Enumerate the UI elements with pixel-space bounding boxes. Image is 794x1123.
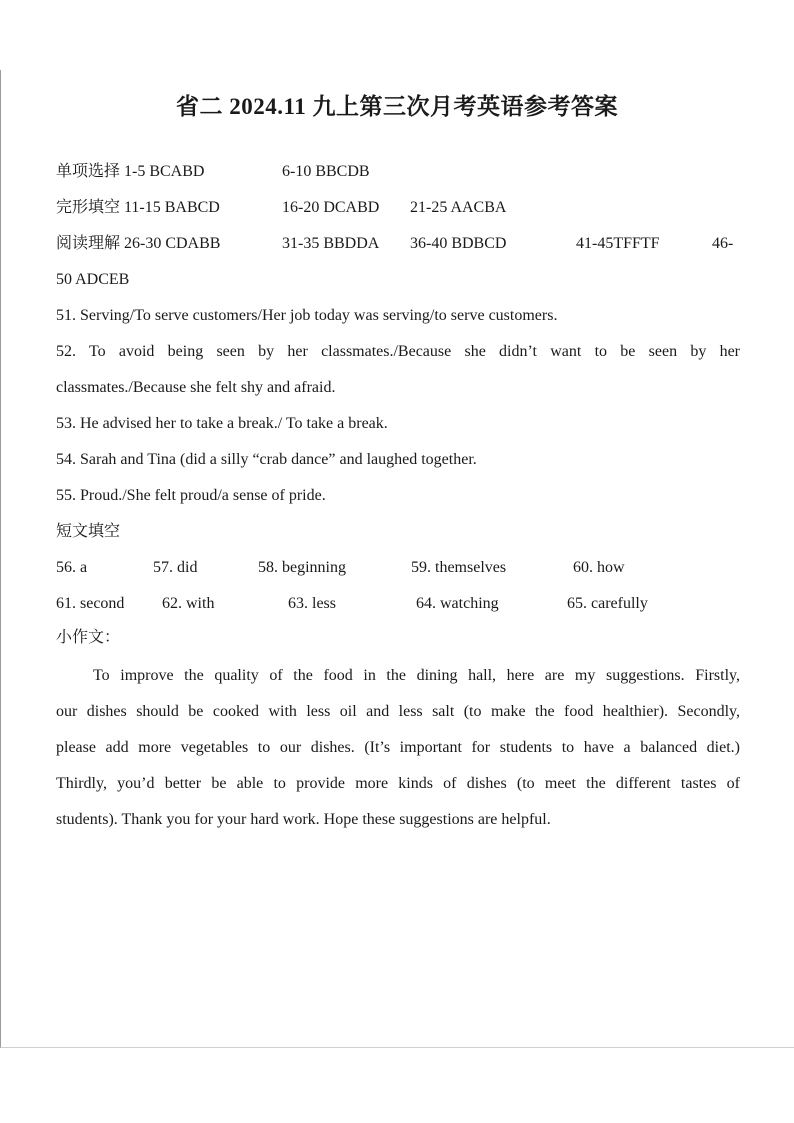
fill-item: 65. carefully [567, 595, 648, 612]
answer-51: 51. Serving/To serve customers/Her job today was serving/to serve customers. [56, 307, 558, 324]
fill-item: 56. a [56, 559, 88, 576]
writing-heading: 小作文： [56, 629, 121, 646]
fill-item: 64. watching [416, 595, 499, 612]
short-fill-heading: 短文填空 [56, 523, 121, 540]
writing-line: To improve the quality of the food in the dining hall, here are my suggestions. Firstly, [93, 667, 740, 684]
fill-item: 60. how [573, 559, 625, 576]
writing-paragraph [56, 658, 740, 838]
fill-item: 61. second [56, 595, 125, 612]
single-choice-part2: 6-10 BBCDB [282, 163, 370, 180]
fill-item: 63. less [288, 595, 336, 612]
answer-53: 53. He advised her to take a break./ To take a break. [56, 415, 388, 432]
writing-line: Thirdly, you’d better be able to provide more kinds of dishes (to meet the different tastes of [56, 775, 740, 792]
fill-item: 57. did [153, 559, 198, 576]
fill-item: 62. with [162, 595, 215, 612]
reading-line: 阅读理解 26-30 CDABB [56, 235, 221, 252]
page-title: 省二 2024.11 九上第三次月考英语参考答案 [176, 94, 618, 119]
answer-55: 55. Proud./She felt proud/a sense of pride. [56, 487, 326, 504]
reading-continued: 50 ADCEB [56, 271, 130, 288]
answer-52-line1-text: 52. To avoid being seen by her classmates./Because she didn’t want to be seen by her [56, 343, 740, 360]
fill-item: 58. beginning [258, 559, 346, 576]
fill-item: 59. themselves [411, 559, 507, 576]
answer-52-line2: classmates./Because she felt shy and afraid. [56, 379, 336, 396]
answer-54: 54. Sarah and Tina (did a silly “crab dance” and laughed together. [56, 451, 477, 468]
reading-part5: 46- [712, 235, 734, 252]
reading-part2: 31-35 BBDDA [282, 235, 380, 252]
cloze-line: 完形填空 11-15 BABCD [56, 199, 220, 216]
answer-52-line1 [56, 342, 740, 362]
single-choice-line: 单项选择 1-5 BCABD [56, 163, 205, 180]
reading-part3: 36-40 BDBCD [410, 235, 507, 252]
writing-line: please add more vegetables to our dishes. (It’s important for students to have a balanced diet.) [56, 739, 740, 756]
writing-line: our dishes should be cooked with less oil and less salt (to make the food healthier). Secondly, [56, 703, 740, 720]
cloze-part2: 16-20 DCABD [282, 199, 380, 216]
reading-part4: 41-45TFFTF [576, 235, 660, 252]
writing-line: students). Thank you for your hard work. Hope these suggestions are helpful. [56, 811, 551, 828]
cloze-part3: 21-25 AACBA [410, 199, 507, 216]
